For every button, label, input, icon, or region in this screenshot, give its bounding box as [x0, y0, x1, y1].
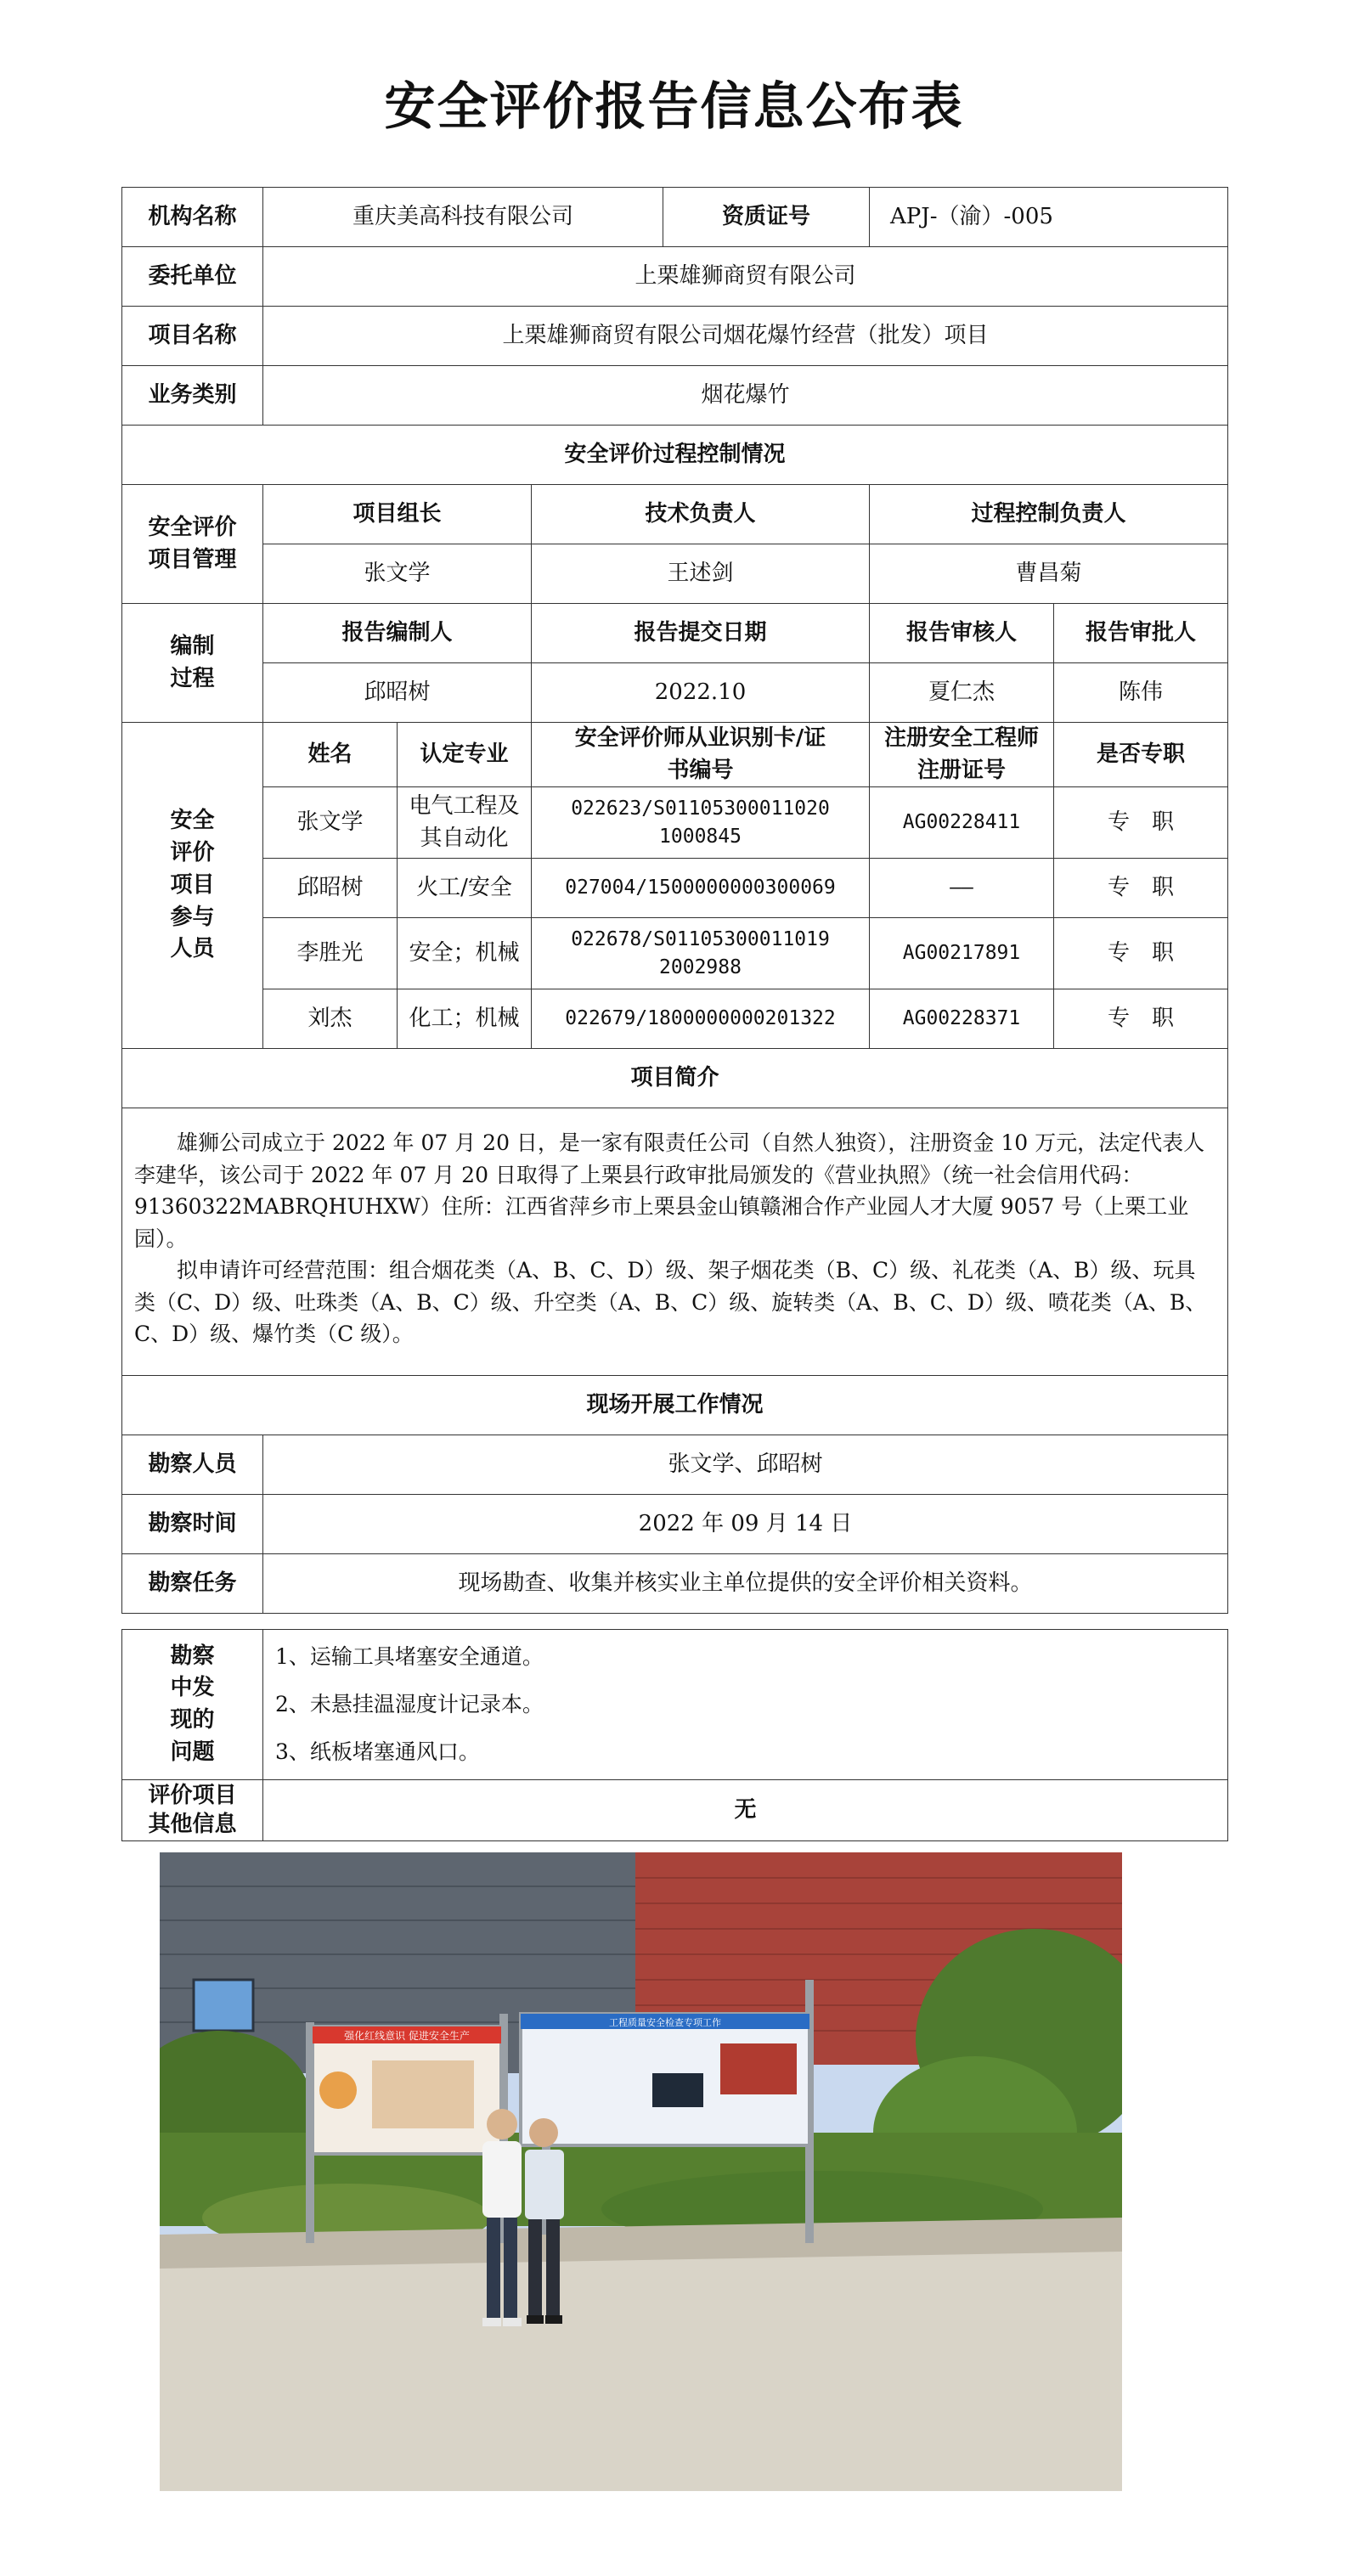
- staff-reg: AG00217891: [870, 918, 1054, 989]
- cert-value: APJ-（渝）-005: [870, 188, 1228, 247]
- findings-table: [121, 1629, 1228, 1841]
- inspect-time-label: 勘察时间: [122, 1495, 263, 1554]
- mgmt-label: 安全评价项目管理: [122, 485, 263, 604]
- reviewer-value: 夏仁杰: [870, 663, 1054, 723]
- compile-label: 编制过程: [122, 604, 263, 723]
- project-label: 项目名称: [122, 307, 263, 366]
- other-info-label: 评价项目其他信息: [122, 1780, 263, 1841]
- cert-label: 资质证号: [663, 188, 870, 247]
- findings-label: 勘察中发现的问题: [122, 1630, 263, 1780]
- list-item: 3、纸板堵塞通风口。: [275, 1739, 480, 1764]
- reviewer-header: 报告审核人: [870, 604, 1054, 663]
- org-label: 机构名称: [122, 188, 263, 247]
- project-intro: [122, 1108, 1228, 1376]
- submit-date-value: 2022.10: [532, 663, 870, 723]
- intro-paragraph: 拟申请许可经营范围：组合烟花类（A、B、C、D）级、架子烟花类（B、C）级、礼花类（A、B）级、玩具类（C、D）级、吐珠类（A、B、C）级、升空类（A、B、C）级、旋转类（A、B、C、D）级、喷花类（A、B、C、D）级、爆竹类（C 级）。: [134, 1258, 1207, 1347]
- tech-lead-header: 技术负责人: [532, 485, 870, 544]
- staff-card: 022679/1800000000201322: [532, 989, 870, 1049]
- intro-section-title: 项目简介: [122, 1049, 1228, 1108]
- submit-date-header: 报告提交日期: [532, 604, 870, 663]
- staff-card-header: 安全评价师从业识别卡/证书编号: [532, 723, 870, 787]
- approver-header: 报告审批人: [1054, 604, 1228, 663]
- staff-fulltime: 专 职: [1054, 989, 1228, 1049]
- table-row: [122, 989, 1228, 1049]
- findings-list: [263, 1630, 1228, 1780]
- info-table: [121, 187, 1228, 1614]
- left-board-heading: 强化红线意识 促进安全生产: [344, 2030, 470, 2042]
- process-lead-header: 过程控制负责人: [870, 485, 1228, 544]
- table-row: [122, 787, 1228, 859]
- staff-name-header: 姓名: [263, 723, 398, 787]
- staff-fulltime-header: 是否专职: [1054, 723, 1228, 787]
- staff-reg: AG00228411: [870, 787, 1054, 859]
- category-label: 业务类别: [122, 366, 263, 426]
- staff-major-header: 认定专业: [398, 723, 532, 787]
- team-lead-value: 张文学: [263, 544, 532, 604]
- staff-name: 邱昭树: [263, 859, 398, 918]
- staff-major: 化工；机械: [398, 989, 532, 1049]
- inspectors-value: 张文学、邱昭树: [263, 1435, 1228, 1495]
- org-value: 重庆美高科技有限公司: [263, 188, 663, 247]
- inspect-task-label: 勘察任务: [122, 1554, 263, 1614]
- team-lead-header: 项目组长: [263, 485, 532, 544]
- page-title: 安全评价报告信息公布表: [384, 77, 964, 137]
- inspect-time-value: 2022 年 09 月 14 日: [263, 1495, 1228, 1554]
- approver-value: 陈伟: [1054, 663, 1228, 723]
- inspectors-label: 勘察人员: [122, 1435, 263, 1495]
- process-lead-value: 曹昌菊: [870, 544, 1228, 604]
- tech-lead-value: 王述剑: [532, 544, 870, 604]
- staff-major: 电气工程及其自动化: [398, 787, 532, 859]
- staff-card: 022623/S011053000110201000845: [532, 787, 870, 859]
- staff-major: 火工/安全: [398, 859, 532, 918]
- staff-reg: ——: [870, 859, 1054, 918]
- inspect-task-value: 现场勘查、收集并核实业主单位提供的安全评价相关资料。: [263, 1554, 1228, 1614]
- site-photo: [160, 1852, 1122, 2491]
- staff-major: 安全；机械: [398, 918, 532, 989]
- staff-reg: AG00228371: [870, 989, 1054, 1049]
- table-row: [122, 918, 1228, 989]
- list-item: 1、运输工具堵塞安全通道。: [275, 1644, 544, 1669]
- table-row: [122, 859, 1228, 918]
- project-value: 上栗雄狮商贸有限公司烟花爆竹经营（批发）项目: [263, 307, 1228, 366]
- staff-card: 027004/1500000000300069: [532, 859, 870, 918]
- staff-card: 022678/S011053000110192002988: [532, 918, 870, 989]
- site-section-title: 现场开展工作情况: [122, 1376, 1228, 1435]
- staff-name: 刘杰: [263, 989, 398, 1049]
- compiler-value: 邱昭树: [263, 663, 532, 723]
- staff-fulltime: 专 职: [1054, 918, 1228, 989]
- process-section-title: 安全评价过程控制情况: [122, 426, 1228, 485]
- staff-reg-header: 注册安全工程师注册证号: [870, 723, 1054, 787]
- right-board-heading: 工程质量安全检查专项工作: [609, 2017, 721, 2028]
- staff-name: 张文学: [263, 787, 398, 859]
- other-info-value: 无: [263, 1780, 1228, 1841]
- staff-name: 李胜光: [263, 918, 398, 989]
- staff-label: 安全评价项目参与人员: [122, 723, 263, 1049]
- category-value: 烟花爆竹: [263, 366, 1228, 426]
- intro-paragraph: 雄狮公司成立于 2022 年 07 月 20 日，是一家有限责任公司（自然人独资），注册资金 10 万元，法定代表人李建华，该公司于 2022 年 07 月 20 日取得了上栗县行政审批局颁发的《营业执照》（统一社会信用代码：91360322MABRQHUHXW）住所：江西省萍乡市上栗县金山镇赣湘合作产业园人才大厦 9057 号（上栗工业园）。: [134, 1130, 1205, 1251]
- list-item: 2、未悬挂温湿度计记录本。: [275, 1692, 544, 1716]
- client-label: 委托单位: [122, 247, 263, 307]
- staff-fulltime: 专 职: [1054, 859, 1228, 918]
- staff-fulltime: 专 职: [1054, 787, 1228, 859]
- compiler-header: 报告编制人: [263, 604, 532, 663]
- client-value: 上栗雄狮商贸有限公司: [263, 247, 1228, 307]
